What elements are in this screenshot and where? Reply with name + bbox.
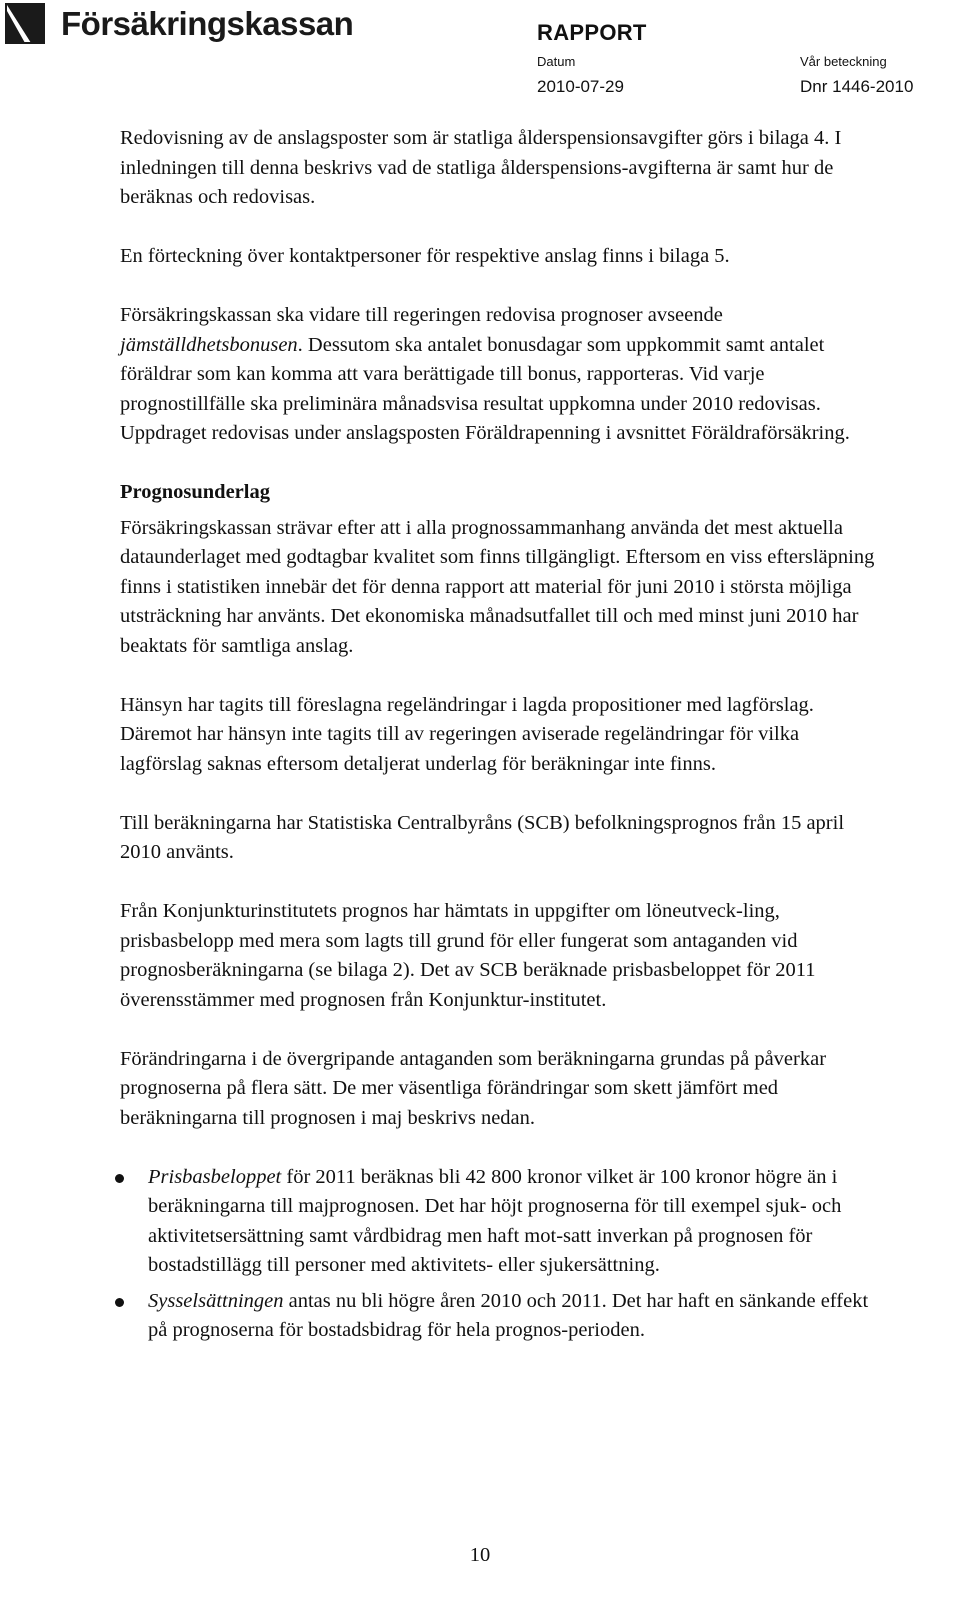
reference-value: Dnr 1446-2010 [800,77,914,96]
report-body [120,124,880,1352]
list-item-text: för 2011 beräknas bli 42 800 kronor vilket är 100 kronor högre än i beräkningarna till majprognosen. Det har höjt prognoserna för till exempel sjuk- och aktivitetsersättning samt vårdbidrag men haft mot-satt inverkan på prognosen för bostadstillägg till personer med aktivitets- eller sjukersättning. [148,1165,842,1276]
list-item [120,1163,880,1281]
paragraph-appendix-5: En förteckning över kontaktpersoner för respektive anslag finns i bilaga 5. [120,245,730,267]
logo [5,3,353,44]
paragraph-appendix-4: Redovisning av de anslagsposter som är statliga ålderspensionsavgifter görs i bilaga 4. I inledningen till denna beskrivs vad de statliga ålderspensions-avgifterna är samt hur de beräknas och redovisas. [120,127,842,208]
date-label: Datum [537,54,576,69]
page-number: 10 [469,1544,491,1566]
changes-list [120,1163,880,1346]
paragraph-konjunktur: Från Konjunkturinstitutets prognos har hämtats in uppgifter om löneutveck-ling, prisbasbelopp med mera som lagts till grund för eller fungerat som antaganden vid prognosberäkningarna (se bilaga 2). Det av SCB beräknade prisbasbeloppet för 2011 överensstämmer med prognosen från Konjunktur-institutet. [120,900,816,1011]
equality-bonus-term: jämställdhetsbonusen [120,333,298,356]
reference-label: Vår beteckning [800,54,887,69]
logo-text: Försäkringskassan [61,5,354,42]
equality-bonus-text-a: Försäkringskassan ska vidare till regeringen redovisa prognoser avseende [120,304,723,326]
section-heading: Prognosunderlag [120,481,270,503]
paragraph-assumptions: Förändringarna i de övergripande antaganden som beräkningarna grundas på påverkar prognoserna på flera sätt. De mer väsentliga förändringar som skett jämfört med beräkningarna till prognosen i maj beskrivs nedan. [120,1047,827,1129]
paragraph-scb-forecast: Till beräkningarna har Statistiska Centralbyråns (SCB) befolkningsprognos från 15 april 2010 använts. [120,811,845,863]
equality-bonus-text-b: . Dessutom ska antalet bonusdagar som uppkommit samt antalet föräldrar som kan komma att vara berättigade till bonus, rapporteras. Vid varje prognostillfälle ska preliminära månadsvisa resultat uppkomna under 2010 redovisas. Uppdraget redovisas under anslagsposten Föräldrapenning i avsnittet Föräldraförsäkring. [120,333,850,444]
document-type: RAPPORT [537,20,647,45]
list-item-term: Sysselsättningen [148,1289,284,1312]
forsakringskassan-logo-icon [5,3,45,44]
paragraph-equality-bonus [120,301,880,449]
list-item [120,1287,880,1346]
date-value: 2010-07-29 [537,77,624,96]
paragraph-data-basis: Försäkringskassan strävar efter att i alla prognossammanhang använda det mest aktuella dataunderlaget med godtagbar kvalitet som finns tillgängligt. Eftersom en viss eftersläpning finns i statistiken innebär det för denna rapport att material för juni 2010 i största möjliga utsträckning har använts. Det ekonomiska månadsutfallet till och med minst juni 2010 har beaktats för samtliga anslag. [120,516,875,657]
list-item-term: Prisbasbeloppet [148,1165,282,1188]
bullet-icon [115,1298,124,1307]
list-item-text: antas nu bli högre åren 2010 och 2011. Det har haft en sänkande effekt på prognoserna för bostadsbidrag för hela prognos-perioden. [148,1289,869,1341]
bullet-icon [115,1174,124,1183]
paragraph-rule-changes: Hänsyn har tagits till föreslagna regeländringar i lagda propositioner med lagförslag. Däremot har hänsyn inte tagits till av regeringen aviserade regeländringar för vilka lagförslag saknas eftersom detaljerat underlag för beräkningar inte finns. [120,693,814,775]
